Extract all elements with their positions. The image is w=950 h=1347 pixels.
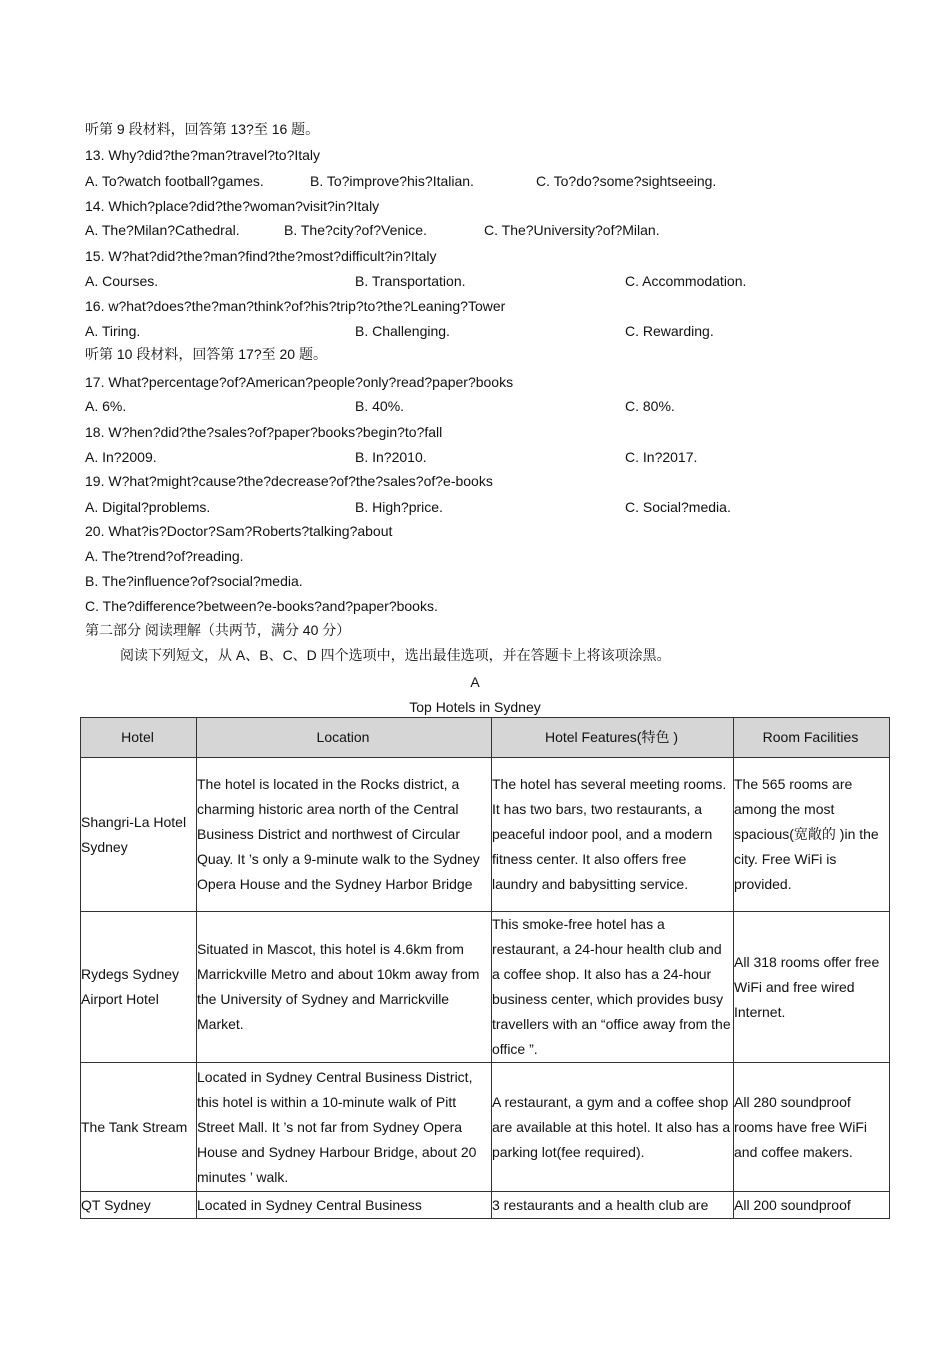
q18-option-b: B. In?2010.	[355, 449, 427, 465]
header-location: Location	[197, 718, 492, 758]
q14-option-b: B. The?city?of?Venice.	[284, 222, 427, 238]
hotel-name: QT Sydney	[81, 1192, 197, 1219]
table-row	[81, 758, 890, 912]
q15-option-a: A. Courses.	[85, 273, 159, 289]
q13-option-c: C. To?do?some?sightseeing.	[536, 173, 717, 189]
hotel-features: The hotel has several meeting rooms. It has two bars, two restaurants, a peaceful indoor pool, and a modern fitness center. It also offers free laundry and babysitting service.	[492, 758, 734, 912]
hotel-name: Rydegs Sydney Airport Hotel	[81, 912, 197, 1063]
q15-option-b: B. Transportation.	[355, 273, 466, 289]
q17-option-a: A. 6%.	[85, 398, 127, 414]
q20-option-a: A. The?trend?of?reading.	[85, 548, 244, 564]
q18-option-a: A. In?2009.	[85, 449, 157, 465]
question-19: 19. W?hat?might?cause?the?decrease?of?the?sales?of?e-books	[85, 473, 493, 489]
question-15: 15. W?hat?did?the?man?find?the?most?difficult?in?Italy	[85, 248, 437, 264]
reading-instruction: 阅读下列短文，从 A、B、C、D 四个选项中，选出最佳选项，并在答题卡上将该项涂黑。	[120, 647, 671, 663]
header-features: Hotel Features(特色 )	[492, 718, 734, 758]
hotel-rooms: All 318 rooms offer free WiFi and free wired Internet.	[734, 912, 890, 1063]
q19-option-c: C. Social?media.	[625, 499, 731, 515]
question-17: 17. What?percentage?of?American?people?only?read?paper?books	[85, 374, 514, 390]
section-10-header: 听第 10 段材料，回答第 17?至 20 题。	[85, 346, 327, 362]
question-20: 20. What?is?Doctor?Sam?Roberts?talking?about	[85, 523, 393, 539]
q17-option-c: C. 80%.	[625, 398, 675, 414]
hotel-features: This smoke-free hotel has a restaurant, a 24-hour health club and a coffee shop. It also has a 24-hour business center, which provides busy travellers with an “office away from the office ”.	[492, 912, 734, 1063]
hotel-rooms: The 565 rooms are among the most spacious(宽敞的 )in the city. Free WiFi is provided.	[734, 758, 890, 912]
q14-option-a: A. The?Milan?Cathedral.	[85, 222, 240, 238]
table-row	[81, 1063, 890, 1192]
hotel-features: 3 restaurants and a health club are	[492, 1192, 734, 1219]
hotel-features: A restaurant, a gym and a coffee shop are available at this hotel. It also has a parking lot(fee required).	[492, 1063, 734, 1192]
q13-option-a: A. To?watch football?games.	[85, 173, 264, 189]
passage-letter: A	[470, 674, 480, 690]
question-14: 14. Which?place?did?the?woman?visit?in?Italy	[85, 198, 380, 214]
hotel-name: Shangri-La Hotel Sydney	[81, 758, 197, 912]
hotel-rooms: All 200 soundproof	[734, 1192, 890, 1219]
q16-option-a: A. Tiring.	[85, 323, 141, 339]
q14-option-c: C. The?University?of?Milan.	[484, 222, 660, 238]
part-two-title: 第二部分 阅读理解（共两节，满分 40 分）	[85, 622, 351, 638]
header-room-facilities: Room Facilities	[734, 718, 890, 758]
q16-option-b: B. Challenging.	[355, 323, 450, 339]
q18-option-c: C. In?2017.	[625, 449, 698, 465]
table-title: Top Hotels in Sydney	[409, 699, 541, 715]
q16-option-c: C. Rewarding.	[625, 323, 714, 339]
question-13: 13. Why?did?the?man?travel?to?Italy	[85, 147, 321, 163]
hotel-location: The hotel is located in the Rocks district, a charming historic area north of the Central Business District and northwest of Circular Quay. It ’s only a 9-minute walk to the Sydney Opera House and the Sydney Harbor Bridge	[197, 758, 492, 912]
question-16: 16. w?hat?does?the?man?think?of?his?trip?to?the?Leaning?Tower	[85, 298, 506, 314]
q13-option-b: B. To?improve?his?Italian.	[310, 173, 474, 189]
q19-option-a: A. Digital?problems.	[85, 499, 211, 515]
table-row	[81, 912, 890, 1063]
section-9-header: 听第 9 段材料，回答第 13?至 16 题。	[85, 121, 320, 137]
hotels-table	[80, 717, 890, 1219]
q20-option-b: B. The?influence?of?social?media.	[85, 573, 303, 589]
q20-option-c: C. The?difference?between?e-books?and?paper?books.	[85, 598, 438, 614]
q19-option-b: B. High?price.	[355, 499, 443, 515]
table-row	[81, 1192, 890, 1219]
hotel-name: The Tank Stream	[81, 1063, 197, 1192]
hotel-location: Located in Sydney Central Business District, this hotel is within a 10-minute walk of Pitt Street Mall. It ’s not far from Sydney Opera House and Sydney Harbour Bridge, about 20 minutes ’ walk.	[197, 1063, 492, 1192]
question-18: 18. W?hen?did?the?sales?of?paper?books?begin?to?fall	[85, 424, 443, 440]
hotel-rooms: All 280 soundproof rooms have free WiFi and coffee makers.	[734, 1063, 890, 1192]
q17-option-b: B. 40%.	[355, 398, 405, 414]
hotel-location: Situated in Mascot, this hotel is 4.6km from Marrickville Metro and about 10km away from the University of Sydney and Marrickville Market.	[197, 912, 492, 1063]
q15-option-c: C. Accommodation.	[625, 273, 747, 289]
header-hotel: Hotel	[81, 718, 197, 758]
hotel-location: Located in Sydney Central Business	[197, 1192, 492, 1219]
table-header-row	[81, 718, 890, 758]
